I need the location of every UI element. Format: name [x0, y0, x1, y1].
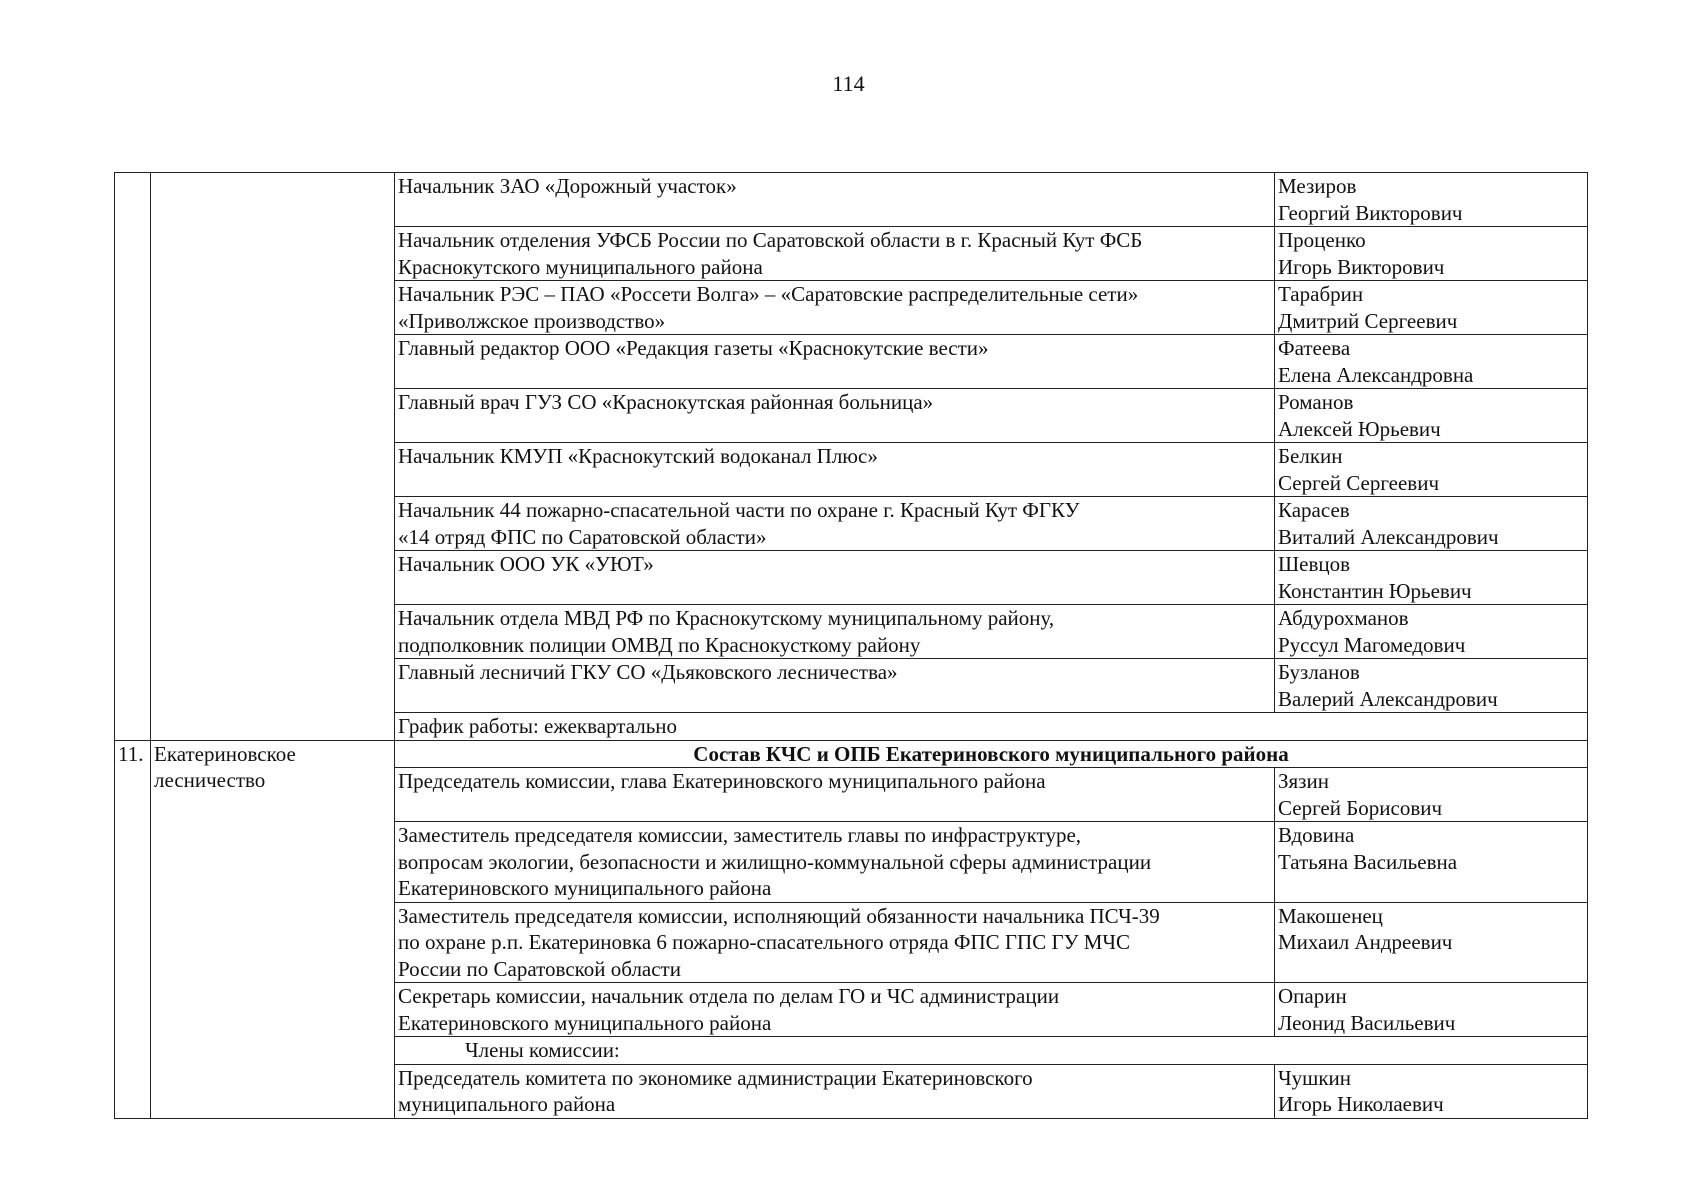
schedule-text: График работы: ежеквартально	[395, 713, 1588, 741]
person-name-text: Константин Юрьевич	[1278, 578, 1472, 603]
person-name-text: Елена Александровна	[1278, 362, 1474, 387]
person-name-cell	[1275, 768, 1588, 822]
position-cell	[395, 173, 1275, 227]
person-name-cell	[1275, 443, 1588, 497]
position-text: Начальник ЗАО «Дорожный участок»	[398, 174, 737, 198]
position-text: Екатериновского муниципального района	[398, 1010, 772, 1035]
person-name-text: Георгий Викторович	[1278, 200, 1463, 225]
position-text: «14 отряд ФПС по Саратовской области»	[398, 524, 767, 549]
place-cell	[151, 740, 395, 1118]
person-name-text: Шевцов	[1278, 552, 1351, 576]
person-name-text: Руссул Магомедович	[1278, 632, 1466, 657]
position-text: Начальник РЭС – ПАО «Россети Волга» – «Саратовские распределительные сети»	[398, 282, 1139, 306]
person-name-cell	[1275, 551, 1588, 605]
table-row	[115, 173, 1588, 227]
person-name-text: Макошенец	[1278, 903, 1383, 928]
position-cell	[395, 659, 1275, 713]
row-number-cell: 11.	[115, 740, 151, 1118]
members-label: Члены комиссии:	[395, 1037, 1588, 1065]
position-text: Начальник 44 пожарно-спасательной части по охране г. Красный Кут ФГКУ	[398, 498, 1080, 522]
person-name-text: Мезиров	[1278, 174, 1357, 198]
position-cell	[395, 551, 1275, 605]
position-cell	[395, 281, 1275, 335]
position-cell	[395, 1064, 1275, 1118]
person-name-cell	[1275, 497, 1588, 551]
position-text: вопросам экологии, безопасности и жилищно-коммунальной сферы администрации	[398, 849, 1152, 874]
person-name-text: Чушкин	[1278, 1065, 1351, 1090]
position-text: Начальник отдела МВД РФ по Краснокутскому муниципальному району,	[398, 606, 1055, 630]
position-text: муниципального района	[398, 1092, 616, 1116]
row-number-cell	[115, 173, 151, 741]
person-name-cell	[1275, 902, 1588, 983]
person-name-text: Белкин	[1278, 444, 1343, 468]
person-name-text: Фатеева	[1278, 336, 1351, 360]
person-name-text: Сергей Сергеевич	[1278, 470, 1440, 495]
position-text: подполковник полиции ОМВД по Краснокусткому району	[398, 632, 921, 657]
position-cell	[395, 768, 1275, 822]
position-cell	[395, 335, 1275, 389]
person-name-text: Игорь Николаевич	[1278, 1092, 1444, 1116]
person-name-text: Проценко	[1278, 228, 1366, 252]
position-cell	[395, 902, 1275, 983]
person-name-text: Сергей Борисович	[1278, 795, 1443, 820]
person-name-text: Валерий Александрович	[1278, 686, 1498, 711]
position-text: Начальник отделения УФСБ России по Саратовской области в г. Красный Кут ФСБ	[398, 228, 1143, 252]
person-name-cell	[1275, 605, 1588, 659]
position-text: по охране р.п. Екатериновка 6 пожарно-спасательного отряда ФПС ГПС ГУ МЧС	[398, 930, 1131, 954]
position-text: Председатель комиссии, глава Екатериновского муниципального района	[398, 769, 1046, 793]
person-name-cell	[1275, 281, 1588, 335]
page-number: 114	[832, 71, 865, 96]
position-text: Заместитель председателя комиссии, исполняющий обязанности начальника ПСЧ-39	[398, 903, 1160, 928]
person-name-text: Дмитрий Сергеевич	[1278, 308, 1458, 333]
position-text: Секретарь комиссии, начальник отдела по делам ГО и ЧС администрации	[398, 984, 1060, 1008]
position-cell	[395, 822, 1275, 903]
place-text: лесничество	[154, 768, 266, 792]
person-name-text: Алексей Юрьевич	[1278, 416, 1441, 441]
commission-table	[114, 172, 1588, 1119]
position-text: России по Саратовской области	[398, 956, 681, 981]
person-name-text: Вдовина	[1278, 823, 1355, 847]
person-name-cell	[1275, 1064, 1588, 1118]
position-text: Екатериновского муниципального района	[398, 876, 772, 900]
position-cell	[395, 497, 1275, 551]
position-cell	[395, 983, 1275, 1037]
person-name-cell	[1275, 983, 1588, 1037]
position-text: Главный редактор ООО «Редакция газеты «Краснокутские вести»	[398, 336, 989, 360]
place-text: Екатериновское	[154, 741, 296, 766]
person-name-text: Абдурохманов	[1278, 606, 1409, 630]
person-name-text: Бузланов	[1278, 660, 1360, 684]
position-text: Краснокутского муниципального района	[398, 254, 763, 279]
position-cell	[395, 227, 1275, 281]
position-text: Главный врач ГУЗ СО «Краснокутская районная больница»	[398, 390, 934, 414]
section-title-row	[115, 740, 1588, 768]
person-name-cell	[1275, 389, 1588, 443]
position-cell	[395, 605, 1275, 659]
position-text: Председатель комитета по экономике администрации Екатериновского	[398, 1065, 1033, 1090]
place-cell	[151, 173, 395, 741]
position-text: Начальник КМУП «Краснокутский водоканал Плюс»	[398, 444, 878, 468]
person-name-cell	[1275, 822, 1588, 903]
person-name-text: Опарин	[1278, 984, 1347, 1008]
person-name-text: Михаил Андреевич	[1278, 930, 1453, 954]
person-name-text: Игорь Викторович	[1278, 254, 1445, 279]
position-text: Заместитель председателя комиссии, заместитель главы по инфраструктуре,	[398, 823, 1082, 847]
person-name-cell	[1275, 335, 1588, 389]
position-text: Начальник ООО УК «УЮТ»	[398, 552, 654, 576]
person-name-text: Карасев	[1278, 498, 1350, 522]
section-title: Состав КЧС и ОПБ Екатериновского муниципального района	[395, 740, 1588, 768]
person-name-cell	[1275, 659, 1588, 713]
person-name-text: Романов	[1278, 390, 1354, 414]
person-name-text: Татьяна Васильевна	[1278, 849, 1458, 874]
person-name-text: Леонид Васильевич	[1278, 1010, 1456, 1035]
person-name-text: Тарабрин	[1278, 282, 1364, 306]
person-name-text: Зязин	[1278, 769, 1329, 793]
person-name-cell	[1275, 173, 1588, 227]
position-cell	[395, 389, 1275, 443]
position-text: Главный лесничий ГКУ СО «Дьяковского лесничества»	[398, 660, 898, 684]
person-name-cell	[1275, 227, 1588, 281]
person-name-text: Виталий Александрович	[1278, 524, 1499, 549]
position-text: «Приволжское производство»	[398, 308, 666, 333]
position-cell	[395, 443, 1275, 497]
